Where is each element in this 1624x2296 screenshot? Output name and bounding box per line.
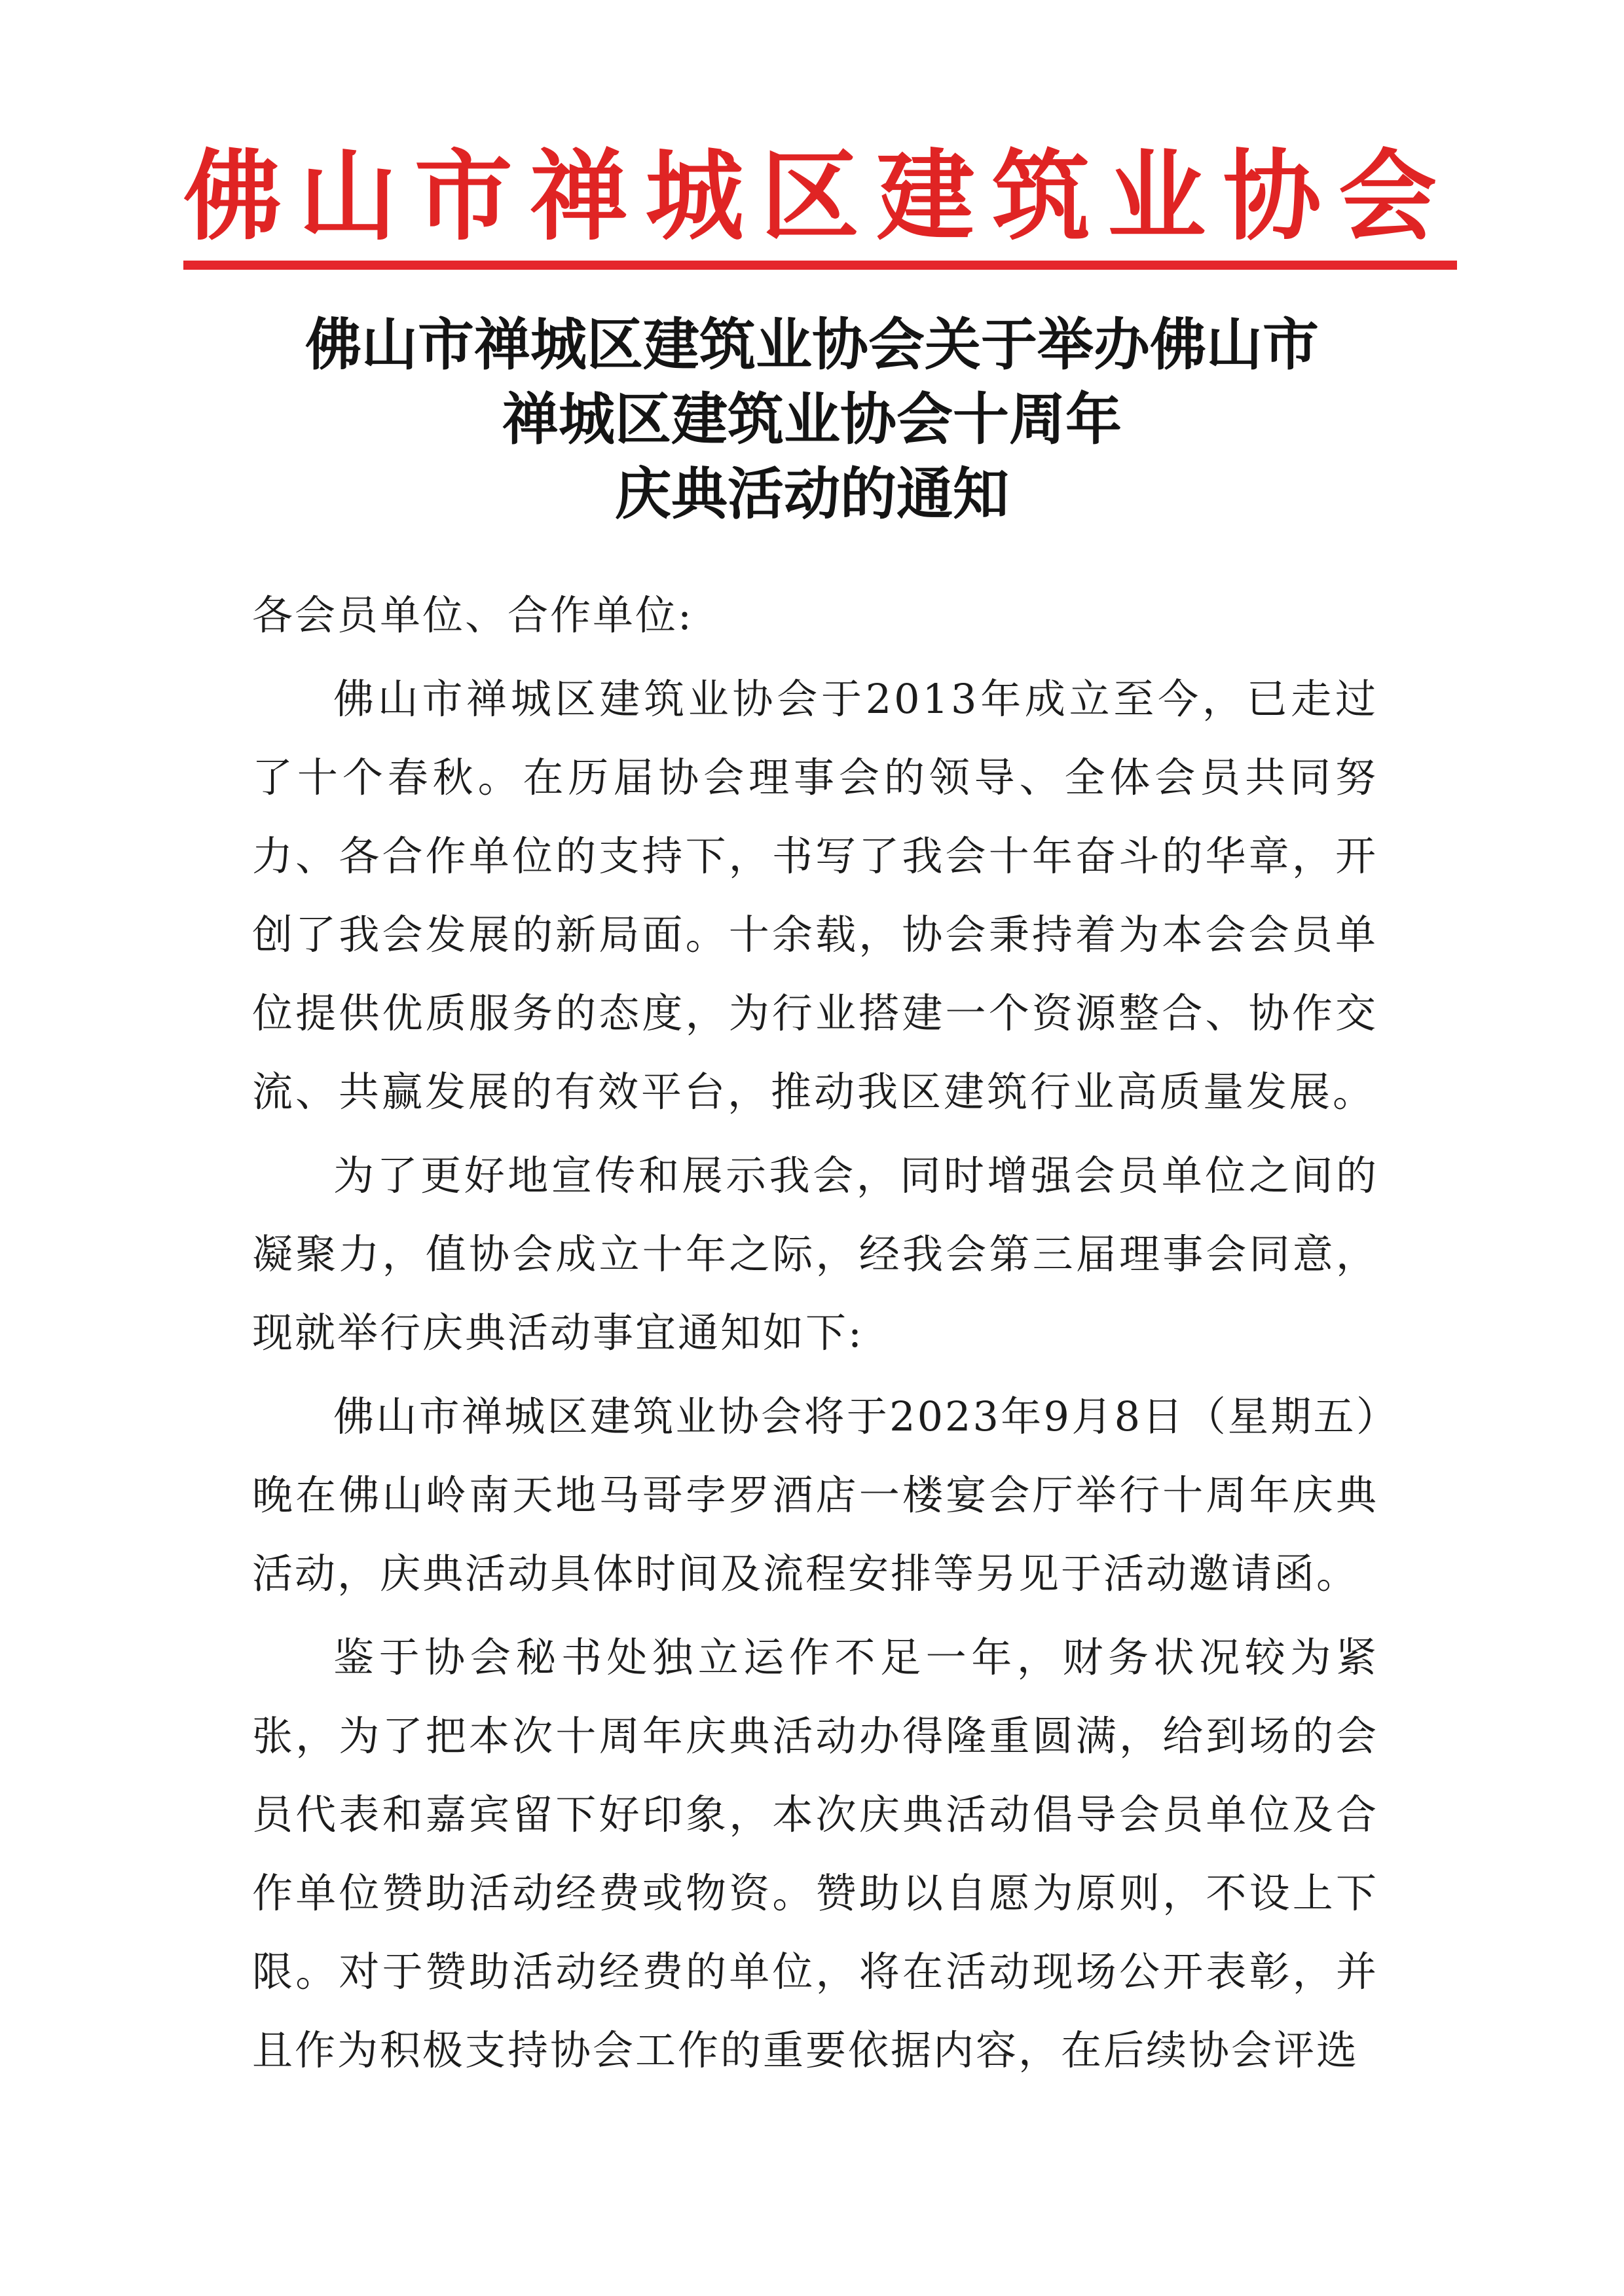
title-line-2: 禅城区建筑业协会十周年 — [502, 386, 1122, 452]
title-line-3: 庆典活动的通知 — [615, 461, 1009, 527]
paragraph-2: 为了更好地宣传和展示我会，同时增强会员单位之间的凝聚力，值协会成立十年之际，经我会第三届理事会同意，现就举行庆典活动事宜通知如下: — [252, 1152, 1378, 1357]
paragraph-1: 佛山市禅城区建筑业协会于2013年成立至今，已走过了十个春秋。在历届协会理事会的领导、全体会员共同努力、各合作单位的支持下，书写了我会十年奋斗的华章，开创了我会发展的新局面。十余载，协会秉持着为本会会员单位提供优质服务的态度，为行业搭建一个资源整合、协作交流、共赢发展的有效平台，推动我区建筑行业高质量发展。 — [252, 675, 1378, 1116]
document-title — [196, 308, 1428, 532]
salutation: 各会员单位、合作单位: — [252, 591, 693, 639]
paragraph-3: 佛山市禅城区建筑业协会将于2023年9月8日（星期五）晚在佛山岭南天地马哥孛罗酒店一楼宴会厅举行十周年庆典活动，庆典活动具体时间及流程安排等另见于活动邀请函。 — [252, 1393, 1378, 1597]
letterhead-org-name: 佛山市禅城区建筑业协会 — [183, 139, 1441, 254]
document-body — [252, 576, 1378, 2095]
letterhead-red-rule — [183, 261, 1457, 270]
title-line-1: 佛山市禅城区建筑业协会关于举办佛山市 — [305, 312, 1319, 378]
paragraph-4: 鉴于协会秘书处独立运作不足一年，财务状况较为紧张，为了把本次十周年庆典活动办得隆重圆满，给到场的会员代表和嘉宾留下好印象，本次庆典活动倡导会员单位及合作单位赞助活动经费或物资。赞助以自愿为原则，不设上下限。对于赞助活动经费的单位，将在活动现场公开表彰，并且作为积极支持协会工作的重要依据内容，在后续协会评选 — [252, 1633, 1378, 2074]
